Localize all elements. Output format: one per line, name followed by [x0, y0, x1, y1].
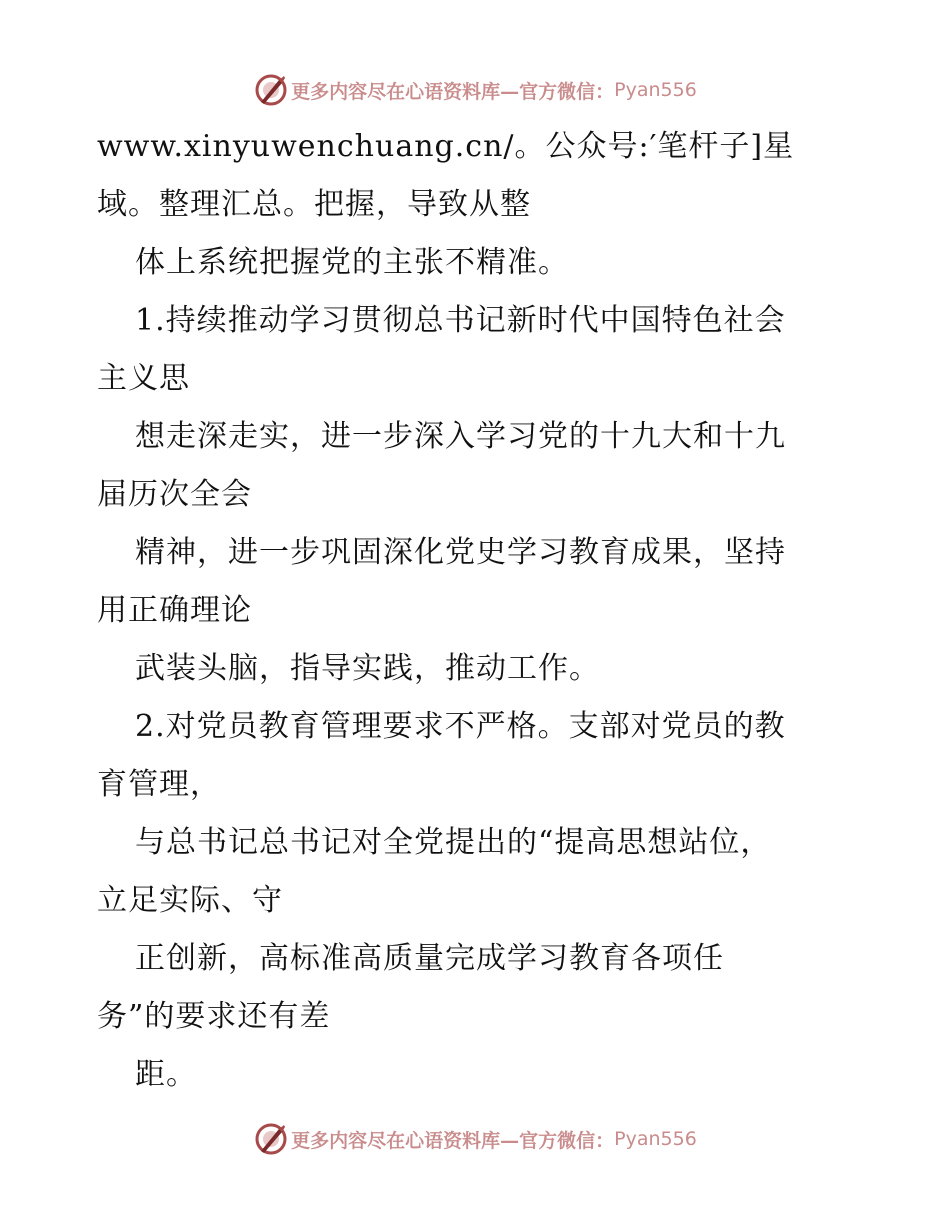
- text-line: 与总书记总书记对全党提出的“提高思想站位，: [135, 825, 772, 860]
- text-line: 务”的要求还有差: [97, 999, 331, 1034]
- text-line: 精神，进一步巩固深化党史学习教育成果，坚持: [135, 535, 786, 570]
- text-line: www.xinyuwenchuang.cn/。公众号:′笔杆子]星: [97, 129, 795, 164]
- text-line: 届历次全会: [97, 477, 252, 512]
- text-line: 武装头脑，指导实践，推动工作。: [135, 651, 600, 686]
- text-line: 距。: [135, 1057, 197, 1092]
- text-line: 想走深走实，进一步深入学习党的十九大和十九: [135, 419, 786, 454]
- footer-watermark-handle: Pyan556: [614, 1128, 697, 1150]
- text-line: 立足实际、守: [97, 883, 283, 918]
- text-line: 域。整理汇总。把握，导致从整: [97, 187, 531, 222]
- header-watermark: [0, 70, 950, 110]
- text-line: 育管理，: [97, 767, 221, 802]
- text-line: 用正确理论: [97, 593, 252, 628]
- footer-watermark: [0, 1119, 950, 1159]
- text-line: 体上系统把握党的主张不精准。: [135, 245, 569, 280]
- writing-quill-logo-icon: [253, 1121, 289, 1157]
- header-watermark-handle: Pyan556: [614, 79, 697, 101]
- document-body: [97, 118, 857, 1104]
- text-line: 主义思: [97, 361, 190, 396]
- footer-watermark-text: 更多内容尽在心语资料库—官方微信：: [291, 1129, 615, 1152]
- text-line: 1.持续推动学习贯彻总书记新时代中国特色社会: [135, 303, 786, 338]
- text-line: 正创新，高标准高质量完成学习教育各项任: [135, 941, 724, 976]
- writing-quill-logo-icon: [253, 72, 289, 108]
- text-line: 2.对党员教育管理要求不严格。支部对党员的教: [135, 709, 786, 744]
- header-watermark-text: 更多内容尽在心语资料库—官方微信：: [291, 80, 615, 103]
